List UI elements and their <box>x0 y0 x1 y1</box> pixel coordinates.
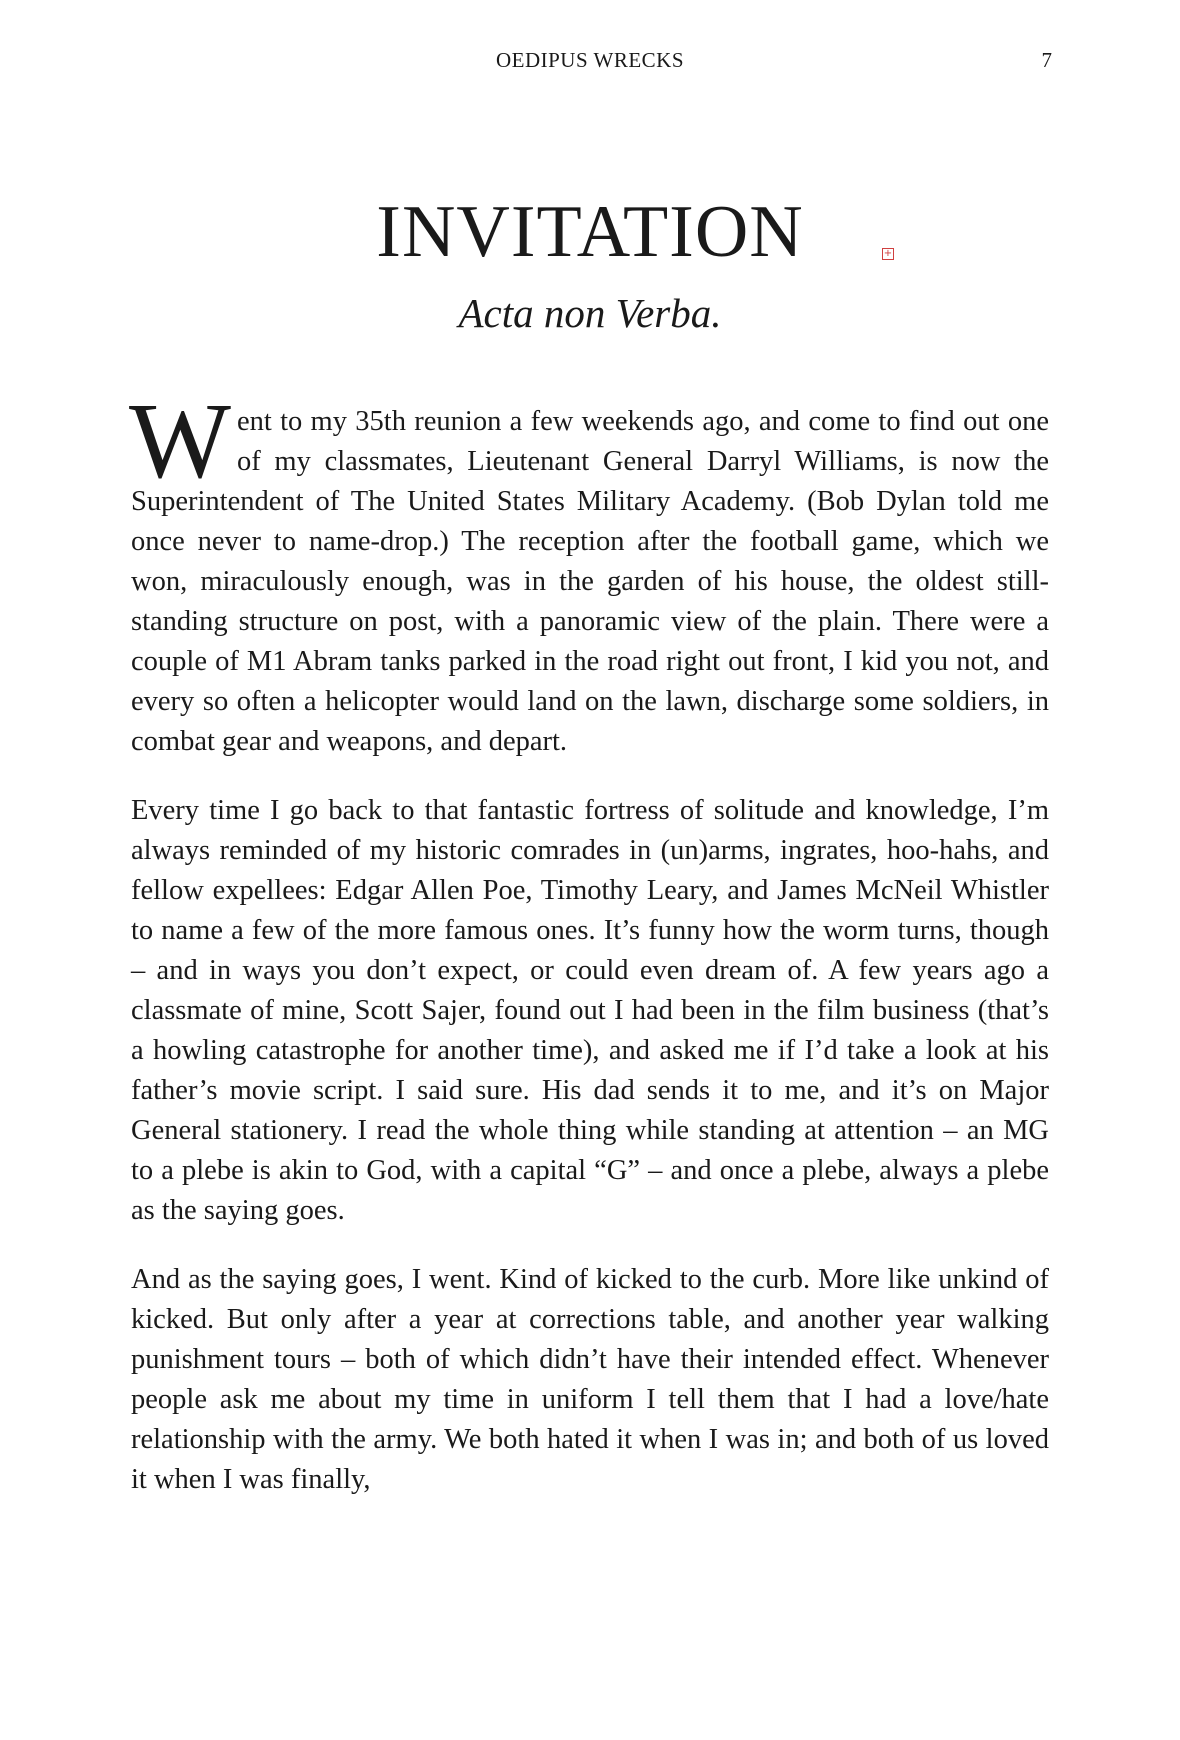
comment-marker-icon[interactable]: + <box>883 248 893 259</box>
chapter-title: INVITATION <box>376 191 804 273</box>
paragraph: And as the saying goes, I went. Kind of kicked to the curb. More like unkind of kicked. But only after a year at corrections table, and another year walking punishment tours – both of which didn’t have their intended effect. Whenever people ask me about my time in uniform I tell them that I had a love/hate relationship with the army. We both hated it when I was in; and both of us loved it when I was finally, <box>131 1264 1049 1495</box>
running-title: OEDIPUS WRECKS <box>495 48 685 72</box>
paragraph: Every time I go back to that fantastic fortress of solitude and knowledge, I’m always reminded of my historic comrades in (un)arms, ingrates, hoo-hahs, and fellow expellees: Edgar Allen Poe, Timothy Leary, and James McNeil Whistler to name a few of the more famous ones. It’s funny how the worm turns, though – and in ways you don’t expect, or could even dream of. A few years ago a classmate of mine, Scott Sajer, found out I had been in the film business (that’s a howling catastrophe for another time), and asked me if I’d take a look at his father’s movie script. I said sure. His dad sends it to me, and it’s on Major General stationery. I read the whole thing while standing at attention – an MG to a plebe is akin to God, with a capital “G” – and once a plebe, always a plebe as the saying goes. <box>131 795 1049 1226</box>
chapter-epigraph: Acta non Verba. <box>458 290 722 336</box>
body-text <box>129 382 1049 1529</box>
drop-cap: W <box>129 382 231 501</box>
paragraph-text: ent to my 35th reunion a few weekends ago, and come to find out one of my classmates, Lieutenant General Darryl Williams, is now the Superintendent of The United States Military Academy. (Bob Dylan told me once never to name-drop.) The reception after the football game, which we won, miraculously enough, was in the garden of his house, the oldest still-standing structure on post, with a panoramic view of the plain. There were a couple of M1 Abram tanks parked in the road right out front, I kid you not, and every so often a helicopter would land on the lawn, discharge some soldiers, in combat gear and weapons, and depart. <box>131 406 1049 757</box>
page-number: 7 <box>1041 48 1052 72</box>
paragraph <box>129 382 1049 762</box>
running-head <box>0 48 1180 78</box>
